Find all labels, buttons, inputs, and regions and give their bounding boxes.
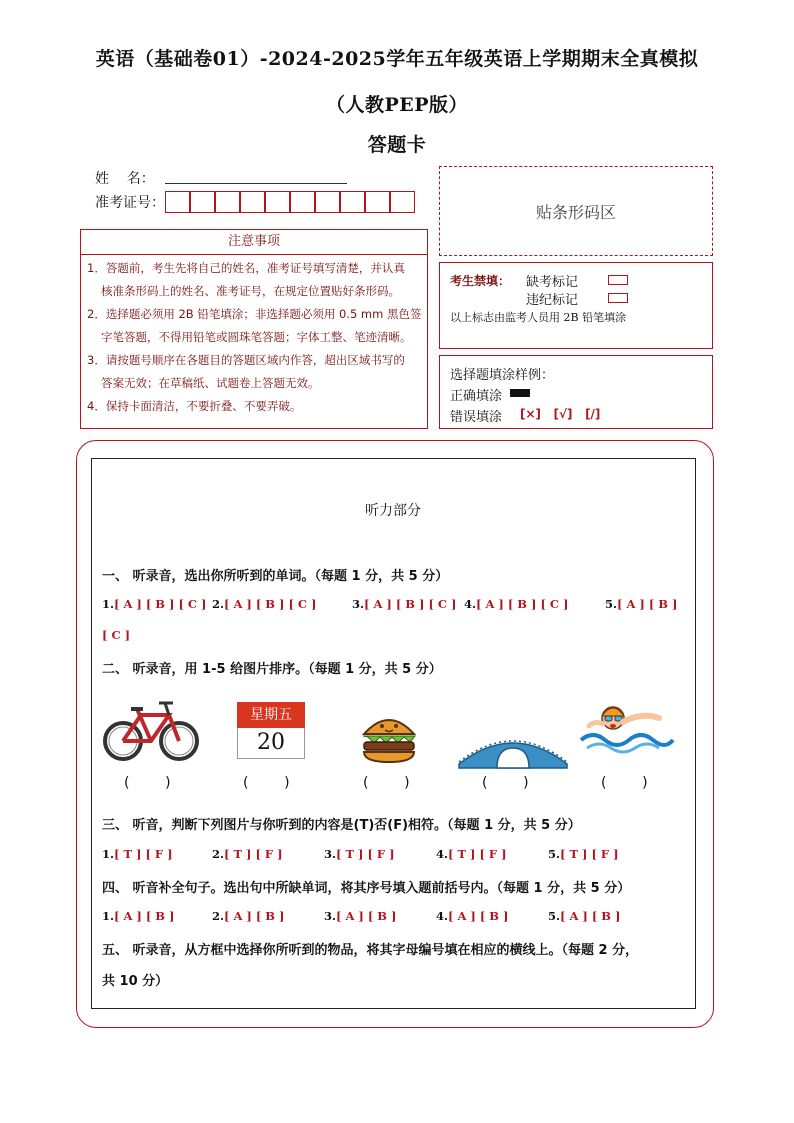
order-blank-1[interactable]: ( ): [124, 775, 171, 791]
q3-title: 三、 听音，判断下列图片与你听到的内容是(T)否(F)相符。（每题 1 分，共 5 分）: [102, 818, 581, 833]
id-label: 准考证号：: [95, 195, 165, 211]
swimmer-icon: [579, 700, 675, 756]
id-digit-box[interactable]: [340, 191, 365, 213]
id-digit-box[interactable]: [390, 191, 415, 213]
id-digit-box[interactable]: [215, 191, 240, 213]
exam-title: 英语（基础卷01）-2024-2025学年五年级英语上学期期末全真模拟: [95, 48, 699, 70]
violation-label: 违纪标记: [526, 293, 579, 308]
id-digit-box[interactable]: [165, 191, 190, 213]
q1-item-5[interactable]: 5.[ A ] [ B ]: [605, 597, 678, 611]
order-blank-3[interactable]: ( ): [363, 775, 410, 791]
fill-example-title: 选择题填涂样例：: [450, 368, 555, 383]
calendar-number: 20: [237, 728, 305, 759]
q5-title-line2: 共 10 分）: [102, 974, 169, 989]
q5-title-line1: 五、 听录音，从方框中选择你所听到的物品，将其字母编号填在相应的横线上。（每题 2 分，: [102, 943, 639, 958]
notice-line: 4．保持卡面清洁，不要折叠、不要弄破。: [87, 399, 302, 413]
notice-line: 2．选择题必须用 2B 铅笔填涂；非选择题必须用 0.5 mm 黑色签: [87, 307, 422, 321]
q1-item-3[interactable]: 3.[ A ] [ B ] [ C ]: [352, 597, 457, 611]
calendar-day: 星期五: [237, 702, 305, 728]
hamburger-icon: [360, 712, 418, 764]
q4-title: 四、 听音补全句子。选出句中所缺单词，将其序号填入题前括号内。（每题 1 分，共 5 分）: [102, 881, 631, 896]
forbidden-note: 以上标志由监考人员用 2B 铅笔填涂: [450, 311, 627, 324]
id-digit-box[interactable]: [290, 191, 315, 213]
notice-line: 1．答题前，考生先将自己的姓名，准考证号填写清楚，并认真: [87, 261, 405, 275]
notice-line: 3．请按题号顺序在各题目的答题区域内作答，超出区域书写的: [87, 353, 405, 367]
answer-card-title: 答题卡: [367, 134, 427, 156]
q4-item-4[interactable]: 4.[ A ] [ B ]: [436, 909, 509, 923]
id-digit-box[interactable]: [315, 191, 340, 213]
notice-line: 答案无效；在草稿纸、试题卷上答题无效。: [101, 376, 320, 390]
bridge-icon: [457, 728, 569, 770]
listening-section-title: 听力部分: [365, 503, 421, 519]
q4-item-5[interactable]: 5.[ A ] [ B ]: [548, 909, 621, 923]
q2-title: 二、 听录音，用 1-5 给图片排序。（每题 1 分，共 5 分）: [102, 662, 442, 677]
barcode-label: 贴条形码区: [535, 203, 616, 222]
barcode-area: [439, 166, 713, 256]
name-field[interactable]: [165, 183, 347, 184]
absent-mark-box[interactable]: [608, 275, 628, 285]
q1-item-4[interactable]: 4.[ A ] [ B ] [ C ]: [464, 597, 569, 611]
q1-item-1[interactable]: 1.[ A ] [ B ] [ C ]: [102, 597, 207, 611]
fill-example-box: [439, 355, 713, 429]
calendar-icon: [237, 702, 305, 760]
q1-title: 一、 听录音，选出你所听到的单词。（每题 1 分，共 5 分）: [102, 569, 449, 584]
order-blank-4[interactable]: ( ): [482, 775, 529, 791]
order-blank-5[interactable]: ( ): [601, 775, 648, 791]
notice-line: 字笔答题，不得用铅笔或圆珠笔答题；字体工整、笔迹清晰。: [101, 330, 412, 344]
absent-label: 缺考标记: [526, 275, 579, 290]
q4-item-2[interactable]: 2.[ A ] [ B ]: [212, 909, 285, 923]
correct-fill-label: 正确填涂: [450, 389, 503, 404]
correct-fill-sample: [510, 389, 530, 397]
violation-mark-box[interactable]: [608, 293, 628, 303]
wrong-fill-samples: [×] [√] [/]: [520, 407, 601, 421]
q3-item-1[interactable]: 1.[ T ] [ F ]: [102, 847, 173, 861]
q4-item-3[interactable]: 3.[ A ] [ B ]: [324, 909, 397, 923]
notice-title: 注意事项: [81, 230, 427, 255]
notice-box: [80, 229, 428, 429]
name-label: 姓 名：: [95, 171, 155, 187]
wrong-fill-label: 错误填涂: [450, 410, 503, 425]
id-digit-box[interactable]: [265, 191, 290, 213]
bicycle-icon: [103, 697, 199, 763]
q3-item-2[interactable]: 2.[ T ] [ F ]: [212, 847, 283, 861]
forbidden-box: [439, 262, 713, 349]
id-digit-box[interactable]: [240, 191, 265, 213]
q4-item-1[interactable]: 1.[ A ] [ B ]: [102, 909, 175, 923]
id-digit-box[interactable]: [190, 191, 215, 213]
order-blank-2[interactable]: ( ): [243, 775, 290, 791]
q3-item-4[interactable]: 4.[ T ] [ F ]: [436, 847, 507, 861]
forbidden-label: 考生禁填：: [450, 274, 511, 288]
exam-subtitle: （人教PEP版）: [325, 94, 469, 116]
notice-line: 核准条形码上的姓名、准考证号，在规定位置贴好条形码。: [101, 284, 400, 298]
q1-item-5-c[interactable]: [ C ]: [102, 628, 131, 642]
q1-item-2[interactable]: 2.[ A ] [ B ] [ C ]: [212, 597, 317, 611]
id-number-boxes[interactable]: [165, 191, 415, 215]
q3-item-3[interactable]: 3.[ T ] [ F ]: [324, 847, 395, 861]
q3-item-5[interactable]: 5.[ T ] [ F ]: [548, 847, 619, 861]
id-digit-box[interactable]: [365, 191, 390, 213]
